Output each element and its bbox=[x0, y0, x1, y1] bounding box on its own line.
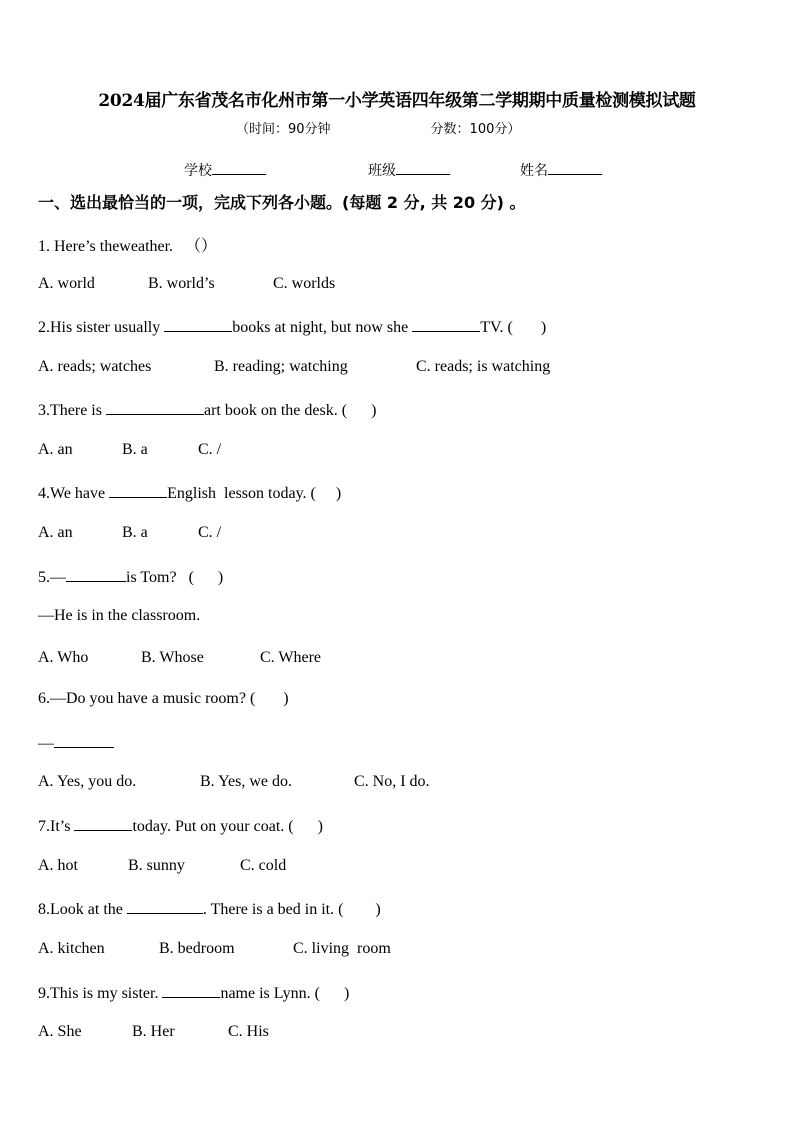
stem-part: is Tom? ( ) bbox=[126, 569, 224, 586]
stem-part: name is Lynn. ( ) bbox=[220, 985, 350, 1002]
reply-dash: — bbox=[38, 735, 54, 752]
answer-blank[interactable] bbox=[162, 982, 220, 998]
school-blank[interactable] bbox=[212, 160, 266, 175]
stem-part: 9.This is my sister. bbox=[38, 985, 163, 1002]
option-b[interactable]: B. reading; watching bbox=[214, 358, 348, 375]
question-3-stem bbox=[38, 399, 376, 420]
answer-blank[interactable] bbox=[54, 732, 114, 748]
exam-score: 分数：100分） bbox=[430, 122, 521, 137]
question-5-stem bbox=[38, 566, 223, 587]
exam-title: 2024届广东省茂名市化州市第一小学英语四年级第二学期期中质量检测模拟试题 bbox=[98, 91, 696, 111]
question-8-options bbox=[38, 940, 391, 958]
stem-part: books at night, but now she bbox=[232, 319, 413, 336]
stem-part: 3.There is bbox=[38, 402, 106, 419]
section-heading: 一、选出最恰当的一项，完成下列各小题。(每题 2 分, 共 20 分) 。 bbox=[38, 193, 526, 212]
question-6-stem: 6.—Do you have a music room? ( ) bbox=[38, 690, 289, 707]
class-field bbox=[368, 160, 450, 180]
option-c[interactable]: C. living room bbox=[293, 940, 391, 957]
option-b[interactable]: B. world’s bbox=[148, 275, 215, 292]
option-b[interactable]: B. a bbox=[122, 524, 148, 541]
question-2-options bbox=[38, 358, 550, 376]
answer-blank[interactable] bbox=[109, 482, 167, 498]
stem-part: English lesson today. ( ) bbox=[167, 485, 342, 502]
stem-part: 2.His sister usually bbox=[38, 319, 165, 336]
option-c[interactable]: C. reads; is watching bbox=[416, 358, 551, 375]
option-a[interactable]: A. She bbox=[38, 1023, 82, 1040]
option-b[interactable]: B. sunny bbox=[128, 857, 185, 874]
option-c[interactable]: C. Where bbox=[260, 649, 322, 666]
option-c[interactable]: C. His bbox=[228, 1023, 269, 1040]
question-4-stem bbox=[38, 482, 341, 503]
answer-blank[interactable] bbox=[412, 316, 480, 332]
question-7-options bbox=[38, 857, 286, 875]
option-b[interactable]: B. a bbox=[122, 441, 148, 458]
question-8-stem bbox=[38, 898, 381, 919]
option-a[interactable]: A. reads; watches bbox=[38, 358, 152, 375]
school-label: 学校 bbox=[184, 163, 212, 179]
question-2-stem bbox=[38, 316, 546, 337]
option-b[interactable]: B. Her bbox=[132, 1023, 175, 1040]
stem-part: . There is a bed in it. ( ) bbox=[202, 901, 381, 918]
name-field bbox=[520, 160, 602, 180]
option-c[interactable]: C. cold bbox=[240, 857, 287, 874]
option-b[interactable]: B. Whose bbox=[141, 649, 204, 666]
answer-blank[interactable] bbox=[106, 399, 204, 415]
stem-part: TV. ( ) bbox=[480, 319, 547, 336]
exam-time: （时间：90分钟 bbox=[236, 122, 331, 137]
name-label: 姓名 bbox=[520, 163, 548, 179]
answer-blank[interactable] bbox=[164, 316, 232, 332]
question-5-options bbox=[38, 649, 321, 667]
option-a[interactable]: A. kitchen bbox=[38, 940, 105, 957]
name-blank[interactable] bbox=[548, 160, 602, 175]
option-a[interactable]: A. an bbox=[38, 441, 73, 458]
question-7-stem bbox=[38, 815, 323, 836]
question-6-options bbox=[38, 773, 430, 791]
option-c[interactable]: C. worlds bbox=[273, 275, 336, 292]
option-a[interactable]: A. world bbox=[38, 275, 95, 292]
school-field bbox=[184, 160, 266, 180]
class-blank[interactable] bbox=[396, 160, 450, 175]
question-5-reply: —He is in the classroom. bbox=[38, 607, 201, 624]
stem-part: 8.Look at the bbox=[38, 901, 127, 918]
stem-part: today. Put on your coat. ( ) bbox=[132, 818, 323, 835]
class-label: 班级 bbox=[368, 163, 396, 179]
question-1-options bbox=[38, 275, 335, 293]
option-b[interactable]: B. Yes, we do. bbox=[200, 773, 293, 790]
stem-part: 5.— bbox=[38, 569, 66, 586]
option-a[interactable]: A. Yes, you do. bbox=[38, 773, 137, 790]
option-a[interactable]: A. hot bbox=[38, 857, 78, 874]
option-c[interactable]: C. No, I do. bbox=[354, 773, 430, 790]
stem-part: 7.It’s bbox=[38, 818, 75, 835]
stem-part: art book on the desk. ( ) bbox=[203, 402, 377, 419]
answer-blank[interactable] bbox=[127, 898, 203, 914]
option-a[interactable]: A. Who bbox=[38, 649, 89, 666]
option-b[interactable]: B. bedroom bbox=[159, 940, 235, 957]
option-c[interactable]: C. / bbox=[198, 441, 222, 458]
question-9-stem bbox=[38, 982, 349, 1003]
question-9-options bbox=[38, 1023, 269, 1041]
option-c[interactable]: C. / bbox=[198, 524, 222, 541]
question-1-stem: 1. Here’s theweather. （） bbox=[38, 238, 218, 255]
option-a[interactable]: A. an bbox=[38, 524, 73, 541]
stem-part: 4.We have bbox=[38, 485, 110, 502]
answer-blank[interactable] bbox=[66, 566, 126, 582]
question-4-options bbox=[38, 524, 221, 542]
question-6-reply bbox=[38, 732, 114, 753]
exam-meta bbox=[236, 118, 520, 137]
answer-blank[interactable] bbox=[74, 815, 132, 831]
question-3-options bbox=[38, 441, 221, 459]
